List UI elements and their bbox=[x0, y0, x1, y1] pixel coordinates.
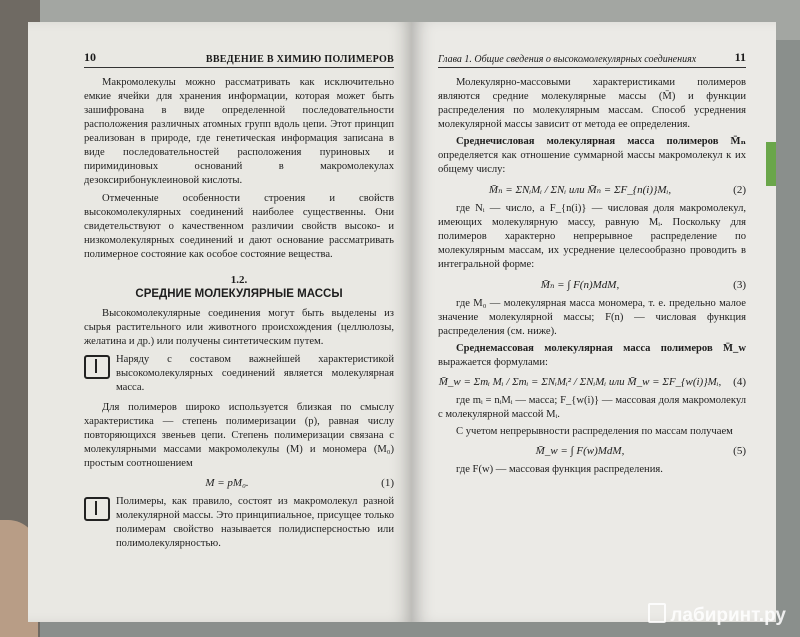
note-block-1 bbox=[84, 353, 394, 395]
formula-4 bbox=[438, 376, 746, 388]
left-paragraph-2: Отмеченные особенности строения и свойств высокомолекулярных соединений наиболее существенны. Они свидетельствуют о качественном различии свойств высоко- и низкомолекулярных соединений и дают основание рассматривать полимерное состояние как особое состояние вещества. bbox=[84, 193, 394, 260]
formula-2-number: (2) bbox=[733, 183, 746, 196]
right-paragraph-1: Молекулярно-массовыми характеристиками полимеров являются средние молекулярные массы (M̄) и функции распределения по молекулярным массам. Способ усреднения молекулярной массы зависит от метода ее определения. bbox=[438, 77, 746, 130]
left-paragraph-4: Для полимеров широко используется близкая по смыслу характеристика — степень полимеризации (p), равная числу повторяющихся звеньев цепи. Степень полимеризации связана с молекулярными массами макромолекулы (M) и мономера (M₀) простым соотношением bbox=[84, 402, 394, 469]
right-paragraph-4: где M₀ — молекулярная масса мономера, т. е. предельно малое значение молекулярной массы; F(n) — числовая функция распределения (см. ниже). bbox=[438, 298, 746, 337]
formula-1-expr: M = pM₀. bbox=[205, 477, 249, 489]
mw-definition-lead: Среднемассовая молекулярная масса полимеров M̄_w bbox=[456, 343, 746, 354]
formula-3-number: (3) bbox=[733, 278, 746, 291]
formula-1 bbox=[84, 477, 394, 489]
right-paragraph-7: С учетом непрерывности распределения по массам получаем bbox=[456, 426, 733, 437]
formula-4-expr: M̄_w = Σmᵢ Mᵢ / Σmᵢ = ΣNᵢMᵢ² / ΣNᵢMᵢ или M̄_w = ΣF_{w(i)}Mᵢ, bbox=[438, 376, 722, 388]
mn-definition-rest: определяется как отношение суммарной массы макромолекул к их общему числу: bbox=[438, 150, 746, 175]
watermark-text: лабиринт.ру bbox=[670, 605, 786, 626]
right-running-head bbox=[438, 50, 746, 68]
right-paragraph-2 bbox=[438, 135, 746, 177]
section-title: СРЕДНИЕ МОЛЕКУЛЯРНЫЕ МАССЫ bbox=[135, 288, 343, 300]
formula-1-number: (1) bbox=[381, 477, 394, 489]
formula-5-number: (5) bbox=[733, 445, 746, 457]
right-paragraph-8: где F(w) — массовая функция распределения. bbox=[456, 464, 663, 475]
left-page bbox=[28, 22, 412, 622]
right-paragraph-6: где mᵢ = nᵢMᵢ — масса; F_{w(i)} — массовая доля макромолекул с молекулярной массой Mᵢ. bbox=[438, 395, 746, 420]
mw-definition-rest: выражается формулами: bbox=[438, 357, 548, 368]
left-page-number: 10 bbox=[84, 50, 96, 64]
right-page-number: 11 bbox=[734, 50, 746, 64]
chapter-marker bbox=[766, 142, 776, 186]
formula-3-expr: M̄ₙ = ∫ F(n)MdM, bbox=[540, 279, 620, 291]
left-paragraph-1: Макромолекулы можно рассматривать как исключительно емкие ячейки для хранения информации, которая может быть зашифрована в виде определенной последовательности расположения различных атомных групп вдоль цепи. Этот принцип реализован в природе, где генетическая информация записана в виде последовательностей расположения пуриновых и пиримидиновых оснований в макромолекулах дезоксирибонуклеиновой кислоты. bbox=[84, 77, 394, 186]
left-running-head bbox=[84, 50, 394, 68]
right-paragraph-3: где Nᵢ — число, а F_{n(i)} — числовая доля макромолекул, имеющих молекулярную массу, равную Mᵢ. Поскольку для полимеров характерно непрерывное распределение по молекулярным массам, их усреднение целесообразно проводить в интегральной форме: bbox=[438, 203, 746, 270]
left-paragraph-3: Высокомолекулярные соединения могут быть выделены из сырья растительного или животного происхождения (целлюлозы, желатина и др.) или получены синтетическим путем. bbox=[84, 308, 394, 347]
formula-2 bbox=[438, 183, 746, 196]
formula-5-expr: M̄_w = ∫ F(w)MdM, bbox=[535, 445, 625, 457]
section-number: 1.2. bbox=[230, 274, 248, 286]
labirint-watermark bbox=[648, 603, 786, 627]
formula-5 bbox=[438, 445, 746, 457]
formula-4-number: (4) bbox=[733, 376, 746, 388]
book-icon bbox=[84, 355, 110, 379]
right-page bbox=[412, 22, 776, 622]
note-block-2 bbox=[84, 495, 394, 551]
left-running-title: ВВЕДЕНИЕ В ХИМИЮ ПОЛИМЕРОВ bbox=[205, 54, 394, 65]
formula-2-expr: M̄ₙ = ΣNᵢMᵢ / ΣNᵢ или M̄ₙ = ΣF_{n(i)}Mᵢ, bbox=[488, 184, 672, 196]
labirint-logo-icon bbox=[648, 603, 666, 623]
note-2-text: Полимеры, как правило, состоят из макромолекул разной молекулярной массы. Это принципиальное, присущее только полимерам свойство называется полидисперсностью или полимолекулярностью. bbox=[116, 496, 394, 549]
book-icon bbox=[84, 497, 110, 521]
mn-definition-lead: Среднечисловая молекулярная масса полимеров M̄ₙ bbox=[456, 136, 746, 147]
formula-3 bbox=[438, 278, 746, 291]
book-spread bbox=[28, 22, 776, 622]
note-1-text: Наряду с составом важнейшей характеристикой высокомолекулярных соединений является молекулярная масса. bbox=[116, 354, 394, 393]
right-paragraph-5 bbox=[438, 342, 746, 370]
right-running-title: Глава 1. Общие сведения о высокомолекулярных соединениях bbox=[438, 54, 697, 65]
